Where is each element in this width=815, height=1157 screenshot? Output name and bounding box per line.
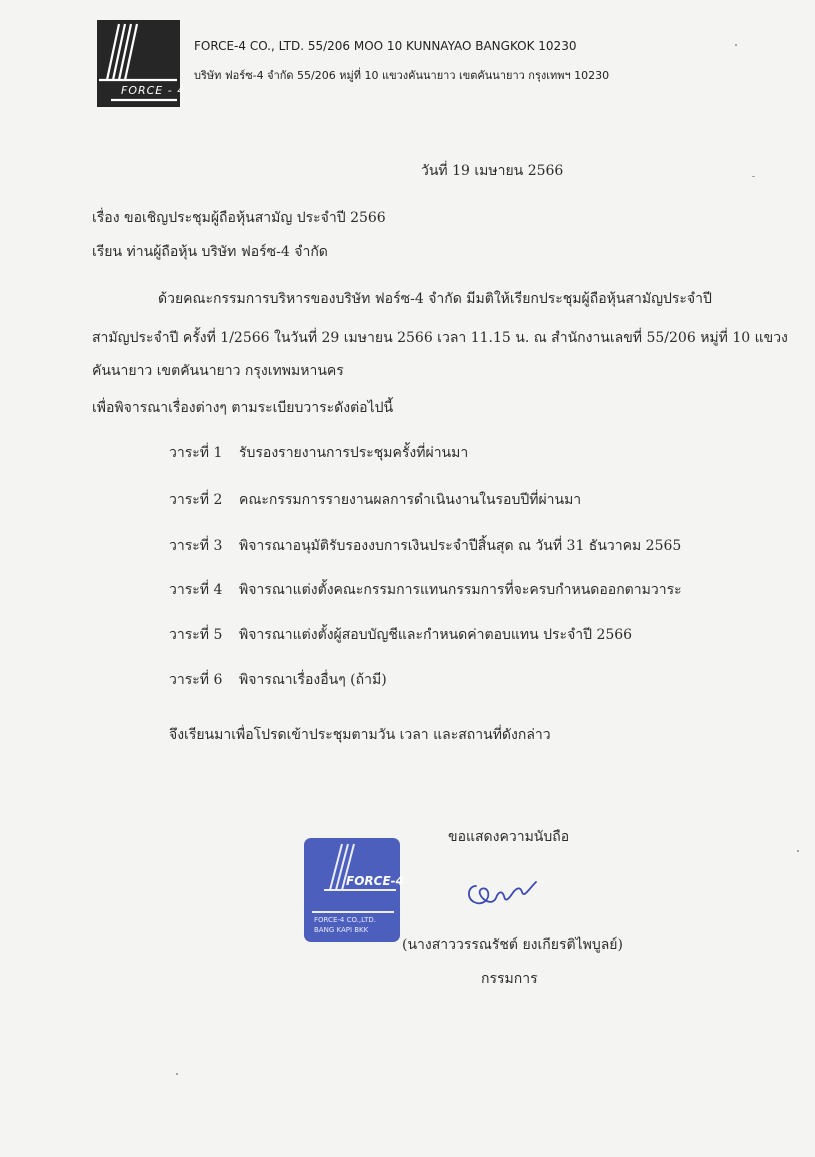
body-line-3: คันนายาว เขตคันนายาว กรุงเทพมหานคร [92, 363, 344, 379]
agenda-item [169, 489, 581, 511]
signer-position: กรรมการ [481, 971, 538, 987]
agenda-text: พิจารณาแต่งตั้งคณะกรรมการแทนกรรมการที่จะครบกำหนดออกตามวาระ [239, 582, 682, 598]
scan-speck [752, 176, 755, 177]
agenda-item [169, 579, 682, 601]
agenda-text: พิจารณาอนุมัติรับรองงบการเงินประจำปีสิ้นสุด ณ วันที่ 31 ธันวาคม 2565 [239, 538, 682, 554]
stamp-text: FORCE-4 [346, 874, 404, 888]
company-stamp [304, 838, 404, 942]
body-line-4: เพื่อพิจารณาเรื่องต่างๆ ตามระเบียบวาระดังต่อไปนี้ [92, 400, 394, 416]
agenda-number: วาระที่ 1 [169, 445, 223, 461]
agenda-number: วาระที่ 5 [169, 627, 223, 643]
agenda-number: วาระที่ 6 [169, 672, 223, 688]
scan-speck [176, 1073, 178, 1075]
scan-speck [797, 850, 799, 852]
body-line-2: สามัญประจำปี ครั้งที่ 1/2566 ในวันที่ 29 เมษายน 2566 เวลา 11.15 น. ณ สำนักงานเลขที่ 55/206 หมู่ที่ 10 แขวง [92, 330, 788, 346]
letter-subject: เรื่อง ขอเชิญประชุมผู้ถือหุ้นสามัญ ประจำปี 2566 [92, 210, 386, 226]
letter-salutation: เรียน ท่านผู้ถือหุ้น บริษัท ฟอร์ซ-4 จำกัด [92, 244, 328, 260]
agenda-text: คณะกรรมการรายงานผลการดำเนินงานในรอบปีที่ผ่านมา [239, 492, 582, 508]
agenda-text: พิจารณาเรื่องอื่นๆ (ถ้ามี) [239, 672, 387, 688]
agenda-text: พิจารณาแต่งตั้งผู้สอบบัญชีและกำหนดค่าตอบแทน ประจำปี 2566 [239, 627, 633, 643]
agenda-item [169, 442, 468, 464]
agenda-item [169, 669, 387, 691]
stamp-subtext: FORCE-4 CO.,LTD. [314, 916, 376, 924]
regards-line: ขอแสดงความนับถือ [448, 829, 570, 845]
agenda-number: วาระที่ 4 [169, 582, 223, 598]
closing-line: จึงเรียนมาเพื่อโปรดเข้าประชุมตามวัน เวลา และสถานที่ดังกล่าว [169, 727, 551, 743]
company-name-th: บริษัท ฟอร์ซ-4 จำกัด 55/206 หมู่ที่ 10 แขวงคันนายาว เขตคันนายาว กรุงเทพฯ 10230 [194, 69, 610, 82]
agenda-number: วาระที่ 3 [169, 538, 223, 554]
agenda-item [169, 624, 632, 646]
signer-name: (นางสาววรรณรัชต์ ยงเกียรติไพบูลย์) [402, 937, 623, 953]
agenda-item [169, 535, 681, 557]
company-name-en: FORCE-4 CO., LTD. 55/206 MOO 10 KUNNAYAO BANGKOK 10230 [194, 39, 577, 53]
letter-date: วันที่ 19 เมษายน 2566 [421, 163, 564, 179]
signature-mark [462, 872, 542, 918]
agenda-number: วาระที่ 2 [169, 492, 223, 508]
company-logo [97, 20, 186, 107]
stamp-subtext-2: BANG KAPI BKK [314, 926, 369, 934]
agenda-text: รับรองรายงานการประชุมครั้งที่ผ่านมา [239, 445, 469, 461]
logo-text: FORCE - 4 [121, 84, 186, 97]
scan-speck [735, 44, 737, 46]
body-line-1: ด้วยคณะกรรมการบริหารของบริษัท ฟอร์ซ-4 จำกัด มีมติให้เรียกประชุมผู้ถือหุ้นสามัญประจำปี [158, 291, 712, 307]
